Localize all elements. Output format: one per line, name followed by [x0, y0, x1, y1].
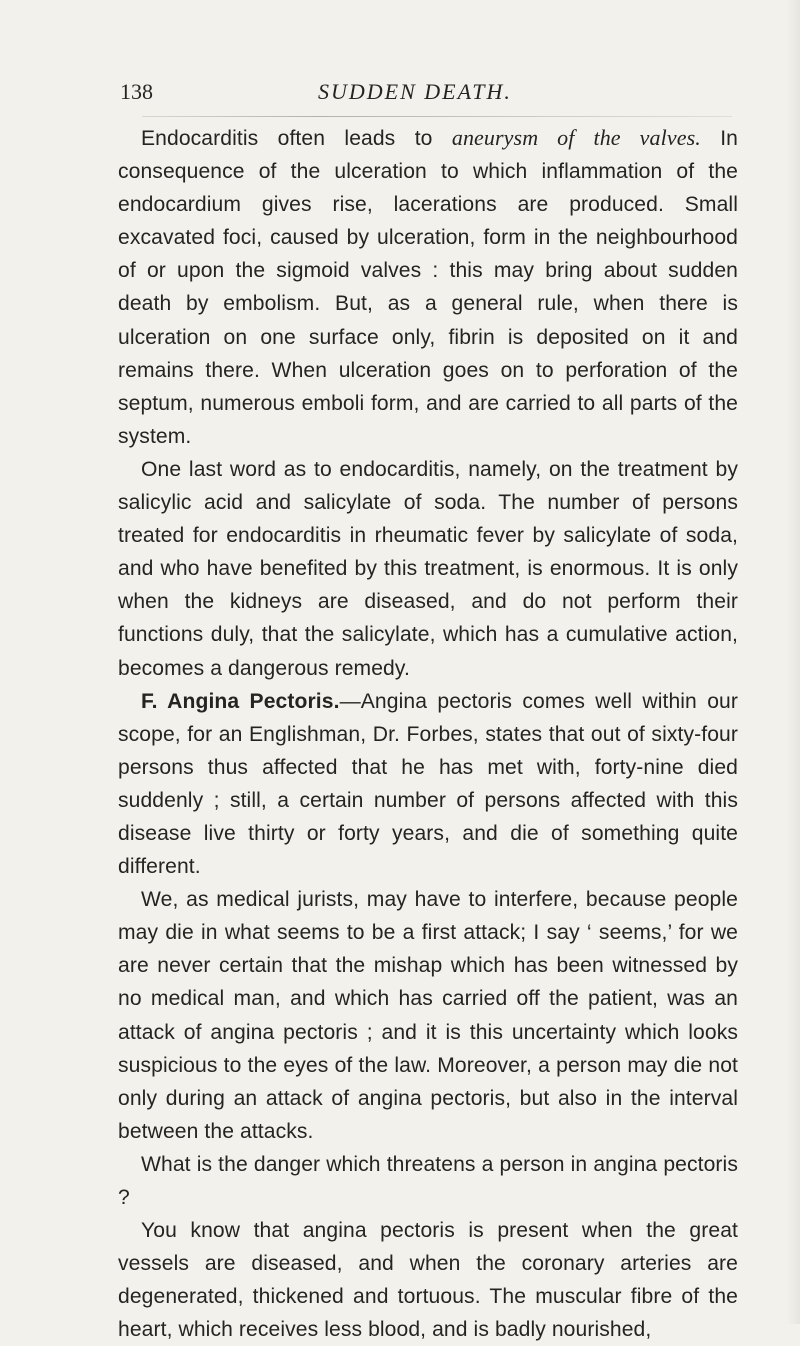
paragraph-medical-jurists: We, as medical jurists, may have to interfere, because people may die in what seems to be a first attack; I say ‘ seems,’ for we are never certain that the mishap which has been witnessed by no medical man, and which has carried off the patient, was an attack of angina pectoris ; and it is this uncertainty which looks suspicious to the eyes of the law. Moreover, a person may die not only during an attack of angina pectoris, but also in the interval between the attacks.: [118, 888, 738, 1143]
paragraph-angina-pectoris: [118, 685, 738, 884]
page-edge-shadow: [786, 0, 800, 1324]
paragraph-text: In consequence of the ulceration to which inflammation of the endocardium gives rise, lacerations are produced. Small excavated foci, caused by ulceration, form in the neighbourhood of or upon the sigmoid valves : this may bring about sudden death by embolism. But, as a general rule, when there is ulceration on one surface only, fibrin is deposited on it and remains there. When ulceration goes on to perforation of the septum, numerous emboli form, and are carried to all parts of the system.: [118, 127, 738, 448]
paragraph-text: Endocarditis often leads to: [141, 127, 452, 150]
section-heading: F. Angina Pectoris.: [141, 689, 340, 713]
page-number: 138: [120, 79, 153, 104]
paragraph-danger-question: What is the danger which threatens a person in angina pectoris ?: [118, 1152, 738, 1209]
paragraph-vessels-diseased: You know that angina pectoris is present when the great vessels are diseased, and when the coronary arteries are degenerated, thickened and tortuous. The muscular fibre of the heart, which receives less blood, and is badly nourished,: [118, 1219, 738, 1342]
body-text: [118, 121, 738, 1346]
paragraph-salicylate-treatment: One last word as to endocarditis, namely, on the treatment by salicylic acid and salicylate of soda. The number of persons treated for endocarditis in rheumatic fever by salicylate of soda, and who have benefited by this treatment, is enormous. It is only when the kidneys are diseased, and do not perform their functions duly, that the salicylate, which has a cumulative action, becomes a dangerous remedy.: [118, 457, 738, 680]
running-head: [120, 79, 740, 113]
italic-phrase: aneurysm of the valves.: [451, 125, 701, 150]
running-title: SUDDEN DEATH.: [318, 79, 512, 104]
paragraph-text: —Angina pectoris comes well within our scope, for an Englishman, Dr. Forbes, states that out of sixty-four persons thus affected that he has met with, forty-nine died suddenly ; still, a certain number of persons affected with this disease live thirty or forty years, and die of something quite different.: [118, 689, 738, 879]
header-rule: [142, 116, 732, 117]
paragraph-endocarditis-aneurysm: [118, 121, 738, 453]
